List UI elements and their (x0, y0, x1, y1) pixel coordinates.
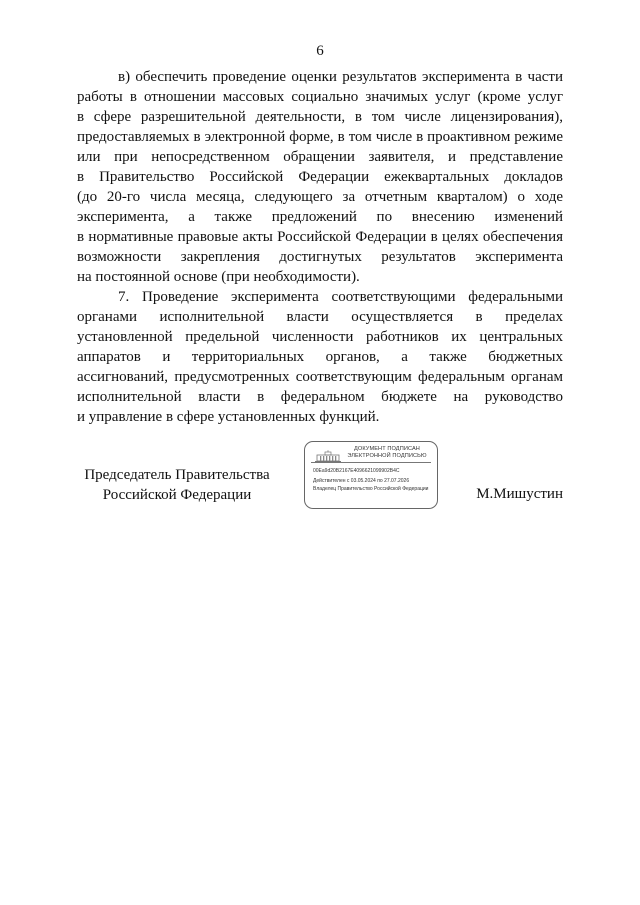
paragraph-line: эксперимента, а также предложений по внесению изменений (77, 209, 563, 225)
stamp-divider (311, 462, 431, 463)
paragraph-line: и управление в сфере установленных функций. (77, 409, 380, 425)
paragraph-line: в) обеспечить проведение оценки результатов эксперимента в части (118, 69, 563, 85)
page-number: 6 (316, 43, 324, 59)
signer-position-line: Российской Федерации (102, 487, 252, 503)
paragraph-line: ассигнований, предусмотренных соответствующим федеральным органам (77, 369, 563, 385)
stamp-validity: Действителен с 03.05.2024 по 27.07.2026 (313, 478, 410, 484)
paragraph-line: в сфере разрешительной деятельности, в том числе лицензирования), (77, 109, 563, 125)
stamp-title-line: ДОКУМЕНТ ПОДПИСАН (354, 446, 420, 452)
body-text (77, 67, 563, 427)
paragraph-line: или при непосредственном обращении заявителя, и представление (77, 149, 563, 165)
signature-block (77, 446, 563, 525)
paragraph-line: в нормативные правовые акты Российской Федерации в целях обеспечения (77, 229, 563, 245)
signer-position-line: Председатель Правительства (84, 467, 270, 483)
paragraph-line: предоставляемых в электронной форме, в том числе в проактивном режиме (77, 129, 563, 145)
stamp-title (341, 446, 433, 460)
stamp-owner: Владелец Правительство Российской Федерации (313, 486, 429, 492)
paragraph-line: аппаратов и территориальных органов, а также бюджетных (77, 349, 563, 365)
stamp-title-line: ЭЛЕКТРОННОЙ ПОДПИСЬЮ (347, 453, 427, 459)
signer-position (77, 465, 277, 505)
signer-name: М.Мишустин (476, 486, 563, 502)
paragraph-line: на постоянной основе (при необходимости). (77, 269, 360, 285)
stamp-certificate-number: 00Ea9d20B2167E4096621099902B4C (313, 468, 400, 474)
paragraph-line: в Правительство Российской Федерации ежеквартальных докладов (77, 169, 563, 185)
paragraph-line: работы в отношении массовых социально значимых услуг (кроме услуг (77, 89, 563, 105)
paragraph-line: возможности закрепления достигнутых результатов эксперимента (77, 249, 563, 265)
paragraph-line: органами исполнительной власти осуществляется в пределах (77, 309, 563, 325)
electronic-signature-stamp (304, 441, 438, 509)
paragraph-line: исполнительной власти в федеральном бюджете на руководство (77, 389, 563, 405)
paragraph-line: (до 20-го числа месяца, следующего за отчетным кварталом) о ходе (77, 189, 563, 205)
paragraph-line: 7. Проведение эксперимента соответствующими федеральными (118, 289, 563, 305)
paragraph-line: установленной предельной численности работников их центральных (77, 329, 563, 345)
